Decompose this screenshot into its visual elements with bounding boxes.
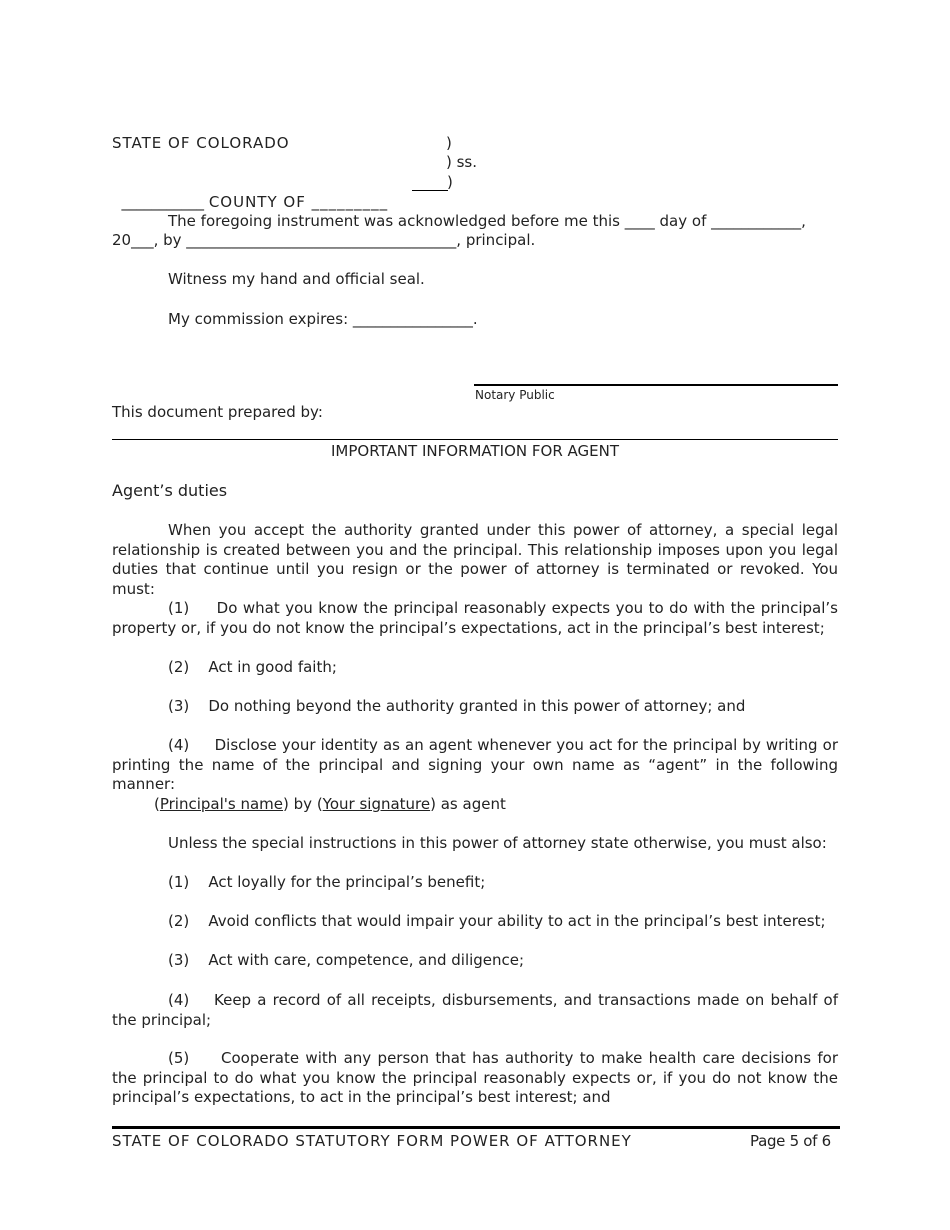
commission-text: My commission expires: ________________. [168,310,478,328]
also-duty-3: (3) Act with care, competence, and diligence; [168,951,525,969]
principal-name-placeholder: Principal's name [159,795,284,813]
ack-line-1: The foregoing instrument was acknowledged before me this ____ day of ____________, [168,212,806,230]
your-signature-placeholder: Your signature [322,795,431,813]
prepared-by: This document prepared by: [112,403,323,421]
section-title: IMPORTANT INFORMATION FOR AGENT [331,442,619,460]
intro-paragraph: When you accept the authority granted under this power of attorney, a special legal relationship is created between you and the principal. This relationship imposes upon you legal duties that continue until you resign or the power of attorney is terminated or revoked. You must: [112,521,838,598]
section-rule [112,439,838,440]
venue-state: STATE OF COLORADO [112,134,290,152]
county-label: COUNTY OF _________ [208,192,389,211]
county-underline [412,190,448,191]
notary-label: Notary Public [475,388,555,402]
also-duty-2: (2) Avoid conflicts that would impair your ability to act in the principal’s best interest; [168,912,826,930]
duty-item-2: (2) Act in good faith; [168,658,337,676]
duty-item-1: (1) Do what you know the principal reasonably expects you to do with the principal’s property or, if you do not know the principal’s expectations, act in the principal’s best interest; [112,599,838,637]
signature-format: (Principal's name) by (Your signature) as agent [154,795,506,813]
venue-paren-1: ) [446,134,452,152]
also-duty-5: (5) Cooperate with any person that has authority to make health care decisions for the principal to do what you know the principal reasonably expects or, if you do not know the principal’s expectations, to act in the principal’s best interest; and [112,1049,838,1106]
unless-paragraph: Unless the special instructions in this power of attorney state otherwise, you must also: [168,834,827,852]
venue-paren-3: ) [447,173,453,191]
ack-line-2: 20___, by ____________________________________, principal. [112,231,536,249]
venue-county-line [112,173,388,212]
subheading-agents-duties: Agent’s duties [112,481,228,500]
also-duty-4: (4) Keep a record of all receipts, disbursements, and transactions made on behalf of the principal; [112,991,838,1029]
county-blank: ___________ [121,192,205,211]
also-duty-1: (1) Act loyally for the principal’s benefit; [168,873,486,891]
footer-rule [112,1126,840,1129]
duty-item-4: (4) Disclose your identity as an agent whenever you act for the principal by writing or printing the name of the principal and signing your own name as “agent” in the following manner: [112,736,838,793]
duty-item-3: (3) Do nothing beyond the authority granted in this power of attorney; and [168,697,746,715]
footer-title: STATE OF COLORADO STATUTORY FORM POWER OF ATTORNEY [112,1132,632,1150]
page-number: Page 5 of 6 [750,1132,831,1150]
witness-text: Witness my hand and official seal. [168,270,425,288]
venue-ss: ) ss. [446,153,478,171]
